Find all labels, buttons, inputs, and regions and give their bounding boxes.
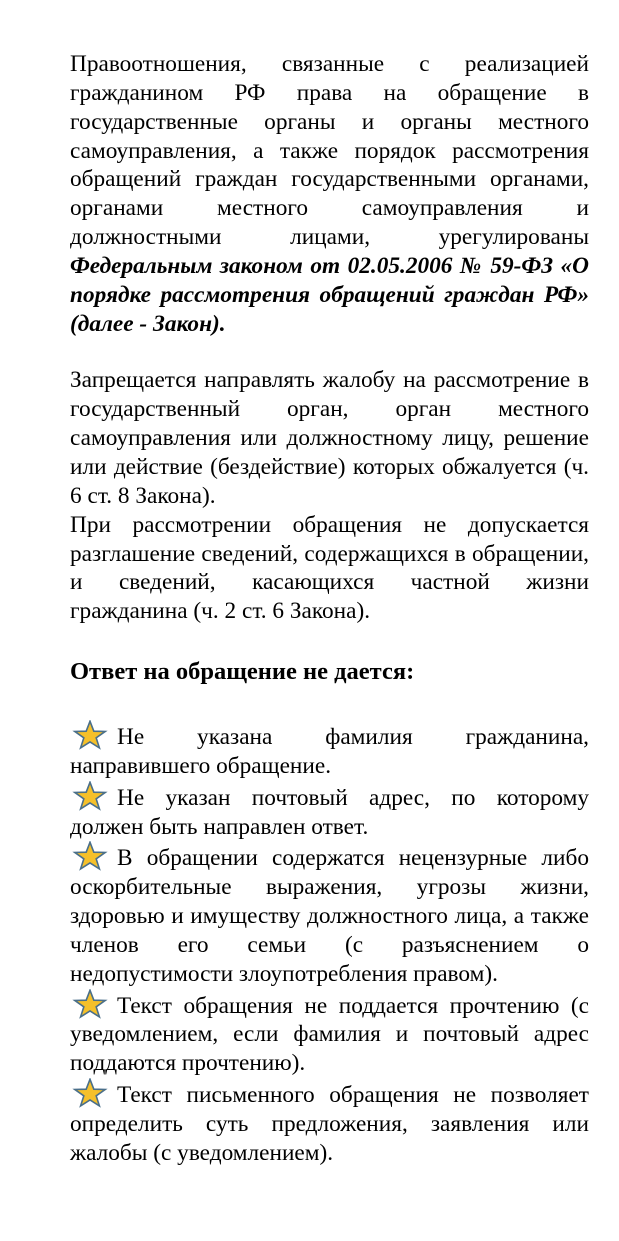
list-item-text: Текст письменного обращения не позволяет определить суть предложения, заявления или жалобы (с уведомлением). — [70, 1082, 589, 1166]
document-page — [70, 50, 589, 1168]
list-item-text: Не указан почтовый адрес, по которому должен быть направлен ответ. — [70, 784, 589, 840]
star-icon — [69, 720, 111, 750]
list-item-text: В обращении содержатся нецензурные либо оскорбительные выражения, угрозы жизни, здоровью и имуществу должностного лица, а также членов его семьи (с разъяснением о недопустимости злоупотребления правом). — [70, 845, 589, 987]
reasons-list — [70, 720, 589, 1168]
list-item — [70, 989, 589, 1079]
complaint-restriction-paragraph: Запрещается направлять жалобу на рассмотрение в государственный орган, орган местного самоуправления или должностному лицу, решение или действие (бездействие) которых обжалуется (ч. 6 ст. 8 Закона). — [70, 367, 589, 509]
privacy-paragraph: При рассмотрении обращения не допускается разглашение сведений, содержащихся в обращении, и сведений, касающихся частной жизни гражданина (ч. 2 ст. 6 Закона). — [70, 511, 589, 625]
list-item-text: Текст обращения не поддается прочтению (с уведомлением, если фамилия и почтовый адрес поддаются прочтению). — [70, 992, 589, 1077]
list-item-text: Не указана фамилия гражданина, направившего обращение. — [70, 724, 589, 779]
star-icon — [69, 989, 111, 1019]
list-item — [70, 781, 589, 842]
law-reference: Федеральным законом от 02.05.2006 № 59-ФЗ «О порядке рассмотрения обращений граждан РФ» (далее - Закон). — [70, 252, 589, 337]
star-icon — [69, 841, 111, 871]
star-icon — [69, 781, 111, 811]
intro-paragraph — [70, 50, 589, 338]
intro-text: Правоотношения, связанные с реализацией гражданином РФ права на обращение в государственные органы и органы местного самоуправления, а также порядок рассмотрения обращений граждан государственными органами, органами местного самоуправления и должностными лицами, урегулированы — [70, 51, 589, 251]
list-item — [70, 841, 589, 988]
star-icon — [69, 1078, 111, 1108]
section-heading: Ответ на обращение не дается: — [70, 658, 415, 686]
list-item — [70, 1078, 589, 1168]
list-item — [70, 720, 589, 781]
